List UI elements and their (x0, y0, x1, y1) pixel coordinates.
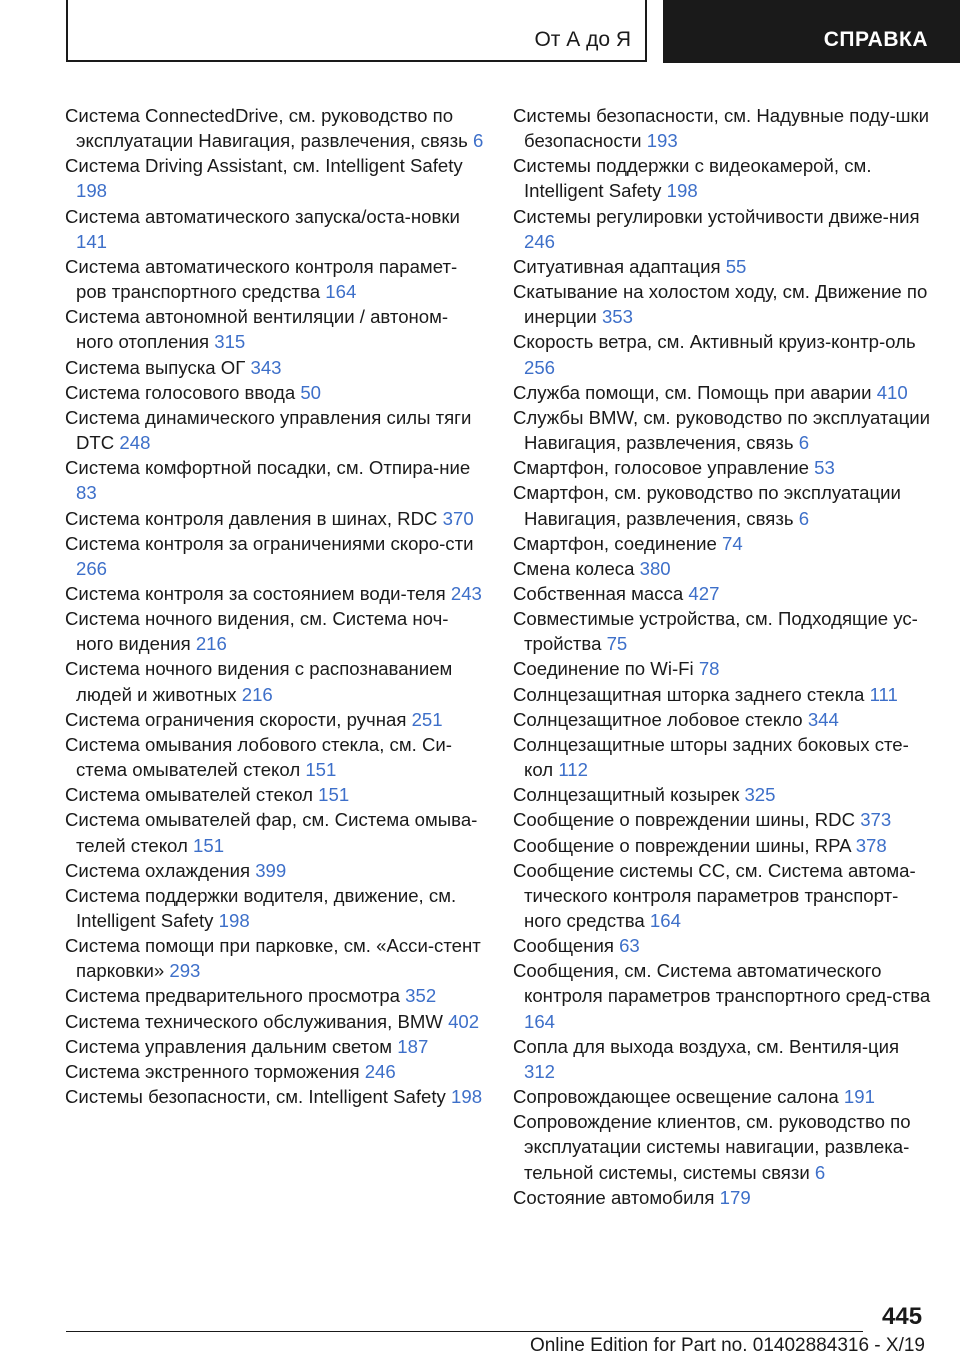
index-entry-text: Сопла для выхода воздуха, см. Вентиля-ция (513, 1035, 900, 1057)
index-entry-page-link[interactable]: 193 (646, 130, 678, 152)
index-entry (65, 707, 485, 732)
index-entry (65, 531, 485, 581)
index-entry (65, 656, 485, 706)
index-entry-page-link[interactable]: 191 (843, 1086, 875, 1108)
index-entry-text: Служба помощи, см. Помощь при аварии (513, 381, 872, 403)
index-entry-page-link[interactable]: 352 (405, 985, 437, 1007)
index-entry-page-link[interactable]: 6 (798, 432, 810, 454)
index-entry (65, 304, 485, 354)
index-entry (65, 732, 485, 782)
index-entry-text: Смена колеса (513, 557, 635, 579)
index-entry-page-link[interactable]: 427 (688, 582, 720, 604)
index-entry-page-link[interactable]: 6 (798, 507, 810, 529)
index-entry-text: Солнцезащитные шторы задних боковых сте-кол (513, 733, 909, 781)
index-entry (65, 103, 485, 153)
index-entry-page-link[interactable]: 63 (619, 935, 640, 957)
footer-divider (66, 1331, 863, 1332)
index-entry-page-link[interactable]: 256 (524, 356, 556, 378)
index-entry (513, 682, 933, 707)
index-entry-page-link[interactable]: 151 (193, 834, 225, 856)
index-entry-text: Сообщение о повреждении шины, RDC (513, 809, 856, 831)
index-entry (513, 833, 933, 858)
index-entry-page-link[interactable]: 75 (606, 633, 628, 655)
index-entry-text: Система Driving Assistant, см. Intelligent Safety (65, 155, 463, 177)
index-entry (65, 1084, 485, 1109)
index-entry-page-link[interactable]: 325 (744, 784, 776, 806)
index-entry-page-link[interactable]: 373 (860, 809, 892, 831)
index-entry (513, 204, 933, 254)
index-entry-text: Сообщение системы CC, см. Система автома-тического контроля параметров транспорт-ного средства (513, 859, 916, 931)
index-entry-page-link[interactable]: 216 (241, 683, 273, 705)
index-entry (65, 581, 485, 606)
index-entry-page-link[interactable]: 243 (450, 582, 482, 604)
index-entry (65, 983, 485, 1008)
index-entry-text: Система контроля за ограничениями скоро-сти (65, 532, 474, 554)
index-entry-page-link[interactable]: 111 (869, 683, 898, 705)
index-entry-page-link[interactable]: 353 (601, 306, 633, 328)
index-entry-text: Сопровождение клиентов, см. руководство по эксплуатации системы навигации, развлека-тельной системы, системы связи (513, 1111, 911, 1183)
index-entry (513, 153, 933, 203)
index-entry-text: Собственная масса (513, 582, 684, 604)
footer-edition-text: Online Edition for Part no. 01402884316 - X/19 (529, 1335, 925, 1356)
index-entry (513, 807, 933, 832)
index-entry (65, 405, 485, 455)
index-entry-page-link[interactable]: 164 (325, 281, 357, 303)
index-entry-text: Солнцезащитная шторка заднего стекла (513, 683, 865, 705)
index-entry-text: Солнцезащитный козырек (513, 784, 740, 806)
section-tab-label: От А до Я (534, 28, 631, 51)
index-entry-page-link[interactable]: 151 (305, 759, 337, 781)
index-entry-text: Система предварительного просмотра (65, 985, 400, 1007)
index-entry-page-link[interactable]: 378 (855, 834, 887, 856)
index-entry-page-link[interactable]: 312 (524, 1060, 556, 1082)
index-entry-page-link[interactable]: 248 (119, 432, 151, 454)
index-entry-page-link[interactable]: 164 (649, 910, 681, 931)
index-entry-text: Система ConnectedDrive, см. руководство по эксплуатации Навигация, развлечения, связь (65, 105, 468, 152)
index-entry-text: Система комфортной посадки, см. Отпира-ние (65, 457, 471, 479)
index-entry (65, 883, 485, 933)
index-entry-text: Ситуативная адаптация (513, 255, 721, 277)
index-entry-text: Сообщения (513, 935, 614, 957)
index-entry (65, 153, 485, 203)
index-entry (65, 933, 485, 983)
index-entry-page-link[interactable]: 6 (473, 130, 484, 152)
index-entry (513, 103, 933, 153)
page-number: 445 (882, 1303, 923, 1330)
index-entry (513, 531, 933, 556)
index-entry-text: Система экстренного торможения (65, 1060, 360, 1082)
index-entry (65, 1059, 485, 1084)
index-entry-page-link[interactable]: 55 (725, 255, 747, 277)
index-column-left (65, 103, 485, 1109)
index-entry (513, 606, 933, 656)
index-entry-page-link[interactable]: 179 (719, 1186, 751, 1208)
index-entry-text: Скатывание на холостом ходу, см. Движение по инерции (513, 281, 928, 328)
index-entry (65, 455, 485, 505)
index-entry (513, 1084, 933, 1109)
index-entry (513, 1185, 933, 1210)
index-entry-page-link[interactable]: 50 (300, 381, 322, 403)
index-entry (65, 254, 485, 304)
index-entry-text: Сообщения, см. Система автоматического контроля параметров транспортного сред-ства (513, 960, 931, 1007)
index-entry-page-link[interactable]: 83 (76, 482, 97, 504)
index-entry (513, 732, 933, 782)
index-entry (513, 455, 933, 480)
index-entry-page-link[interactable]: 78 (698, 658, 720, 680)
index-entry-page-link[interactable]: 151 (318, 784, 350, 806)
index-entry-text: Система охлаждения (65, 859, 251, 881)
index-entry-text: Система контроля за состоянием води-теля (65, 582, 446, 604)
index-entry-text: Скорость ветра, см. Активный круиз-контр-оль (513, 331, 916, 353)
index-entry (513, 782, 933, 807)
index-entry-text: Система ночного видения, см. Система ноч-ного видения (65, 608, 449, 655)
index-entry-page-link[interactable]: 198 (666, 180, 698, 202)
index-entry (513, 656, 933, 681)
index-entry-page-link[interactable]: 370 (442, 507, 474, 529)
index-entry-text: Смартфон, соединение (513, 532, 717, 554)
index-entry-page-link[interactable]: 246 (364, 1060, 396, 1082)
index-entry (65, 606, 485, 656)
index-entry (513, 858, 933, 933)
index-entry-text: Система управления дальним светом (65, 1035, 393, 1057)
index-entry (513, 556, 933, 581)
index-entry-page-link[interactable]: 246 (524, 230, 556, 252)
index-entry (65, 355, 485, 380)
index-entry-page-link[interactable]: 380 (639, 557, 671, 579)
index-entry (65, 380, 485, 405)
index-entry (65, 858, 485, 883)
chapter-tab-label: СПРАВКА (823, 28, 928, 51)
index-entry-page-link[interactable]: 251 (411, 708, 443, 730)
index-entry-page-link[interactable]: 187 (397, 1035, 429, 1057)
index-entry (65, 1009, 485, 1034)
index-entry (65, 1034, 485, 1059)
index-entry-text: Система технического обслуживания, BMW (65, 1010, 443, 1032)
index-entry-text: Система омывания лобового стекла, см. Си-стема омывателей стекол (65, 733, 452, 781)
chapter-tab (663, 0, 960, 63)
index-entry-page-link[interactable]: 74 (722, 532, 743, 554)
index-entry (513, 279, 933, 329)
index-entry (513, 480, 933, 530)
index-entry (513, 1109, 933, 1184)
index-entry-text: Система поддержки водителя, движение, см. Intelligent Safety (65, 884, 457, 931)
index-entry-page-link[interactable]: 198 (218, 910, 250, 931)
index-entry-text: Система омывателей фар, см. Система омыва-телей стекол (65, 809, 478, 856)
index-entry (65, 506, 485, 531)
index-entry (513, 405, 933, 455)
index-entry (65, 782, 485, 807)
index-entry-text: Система автоматического запуска/оста-новки (65, 205, 460, 227)
index-entry-text: Система динамического управления силы тяги DTC (65, 406, 472, 454)
index-entry-text: Система выпуска ОГ (65, 356, 246, 378)
index-entry-page-link[interactable]: 6 (814, 1161, 826, 1183)
index-entry-text: Совместимые устройства, см. Подходящие ус-тройства (513, 608, 918, 655)
index-entry (513, 581, 933, 606)
index-entry (513, 707, 933, 732)
index-entry-text: Система автономной вентиляции / автоном-ного отопления (65, 306, 449, 353)
index-entry-page-link[interactable]: 141 (76, 230, 108, 252)
index-entry (513, 1034, 933, 1084)
index-entry-text: Система ночного видения с распознаванием людей и животных (65, 658, 453, 705)
index-entry-page-link[interactable]: 399 (255, 859, 287, 881)
index-column-right (513, 103, 933, 1210)
index-entry-text: Системы безопасности, см. Надувные поду-шки безопасности (513, 105, 930, 152)
index-entry (513, 329, 933, 379)
index-entry-text: Соединение по Wi-Fi (513, 658, 694, 680)
index-entry-text: Сопровождающее освещение салона (513, 1086, 839, 1108)
index-entry-text: Система помощи при парковке, см. «Асси-стент парковки» (65, 935, 481, 982)
index-entry-page-link[interactable]: 266 (76, 557, 108, 579)
section-tab (66, 0, 647, 62)
index-entry-page-link[interactable]: 53 (814, 457, 835, 479)
index-entry-text: Системы регулировки устойчивости движе-ния (513, 205, 920, 227)
index-entry-text: Система автоматического контроля парамет-ров транспортного средства (65, 255, 458, 303)
index-entry-text: Сообщение о повреждении шины, RPA (513, 834, 851, 856)
page-header (66, 0, 960, 63)
index-entry-text: Солнцезащитное лобовое стекло (513, 708, 803, 730)
index-entry-text: Смартфон, голосовое управление (513, 457, 809, 479)
index-entry-text: Смартфон, см. руководство по эксплуатации Навигация, развлечения, связь (513, 482, 901, 529)
index-entry (65, 807, 485, 857)
index-entry (65, 204, 485, 254)
index-entry-page-link[interactable]: 164 (524, 1010, 556, 1032)
index-entry-text: Системы поддержки с видеокамерой, см. Intelligent Safety (513, 155, 872, 202)
index-entry (513, 380, 933, 405)
index-entry-text: Система ограничения скорости, ручная (65, 708, 407, 730)
index-entry (513, 254, 933, 279)
index-entry (513, 933, 933, 958)
index-entry-page-link[interactable]: 315 (214, 331, 246, 353)
index-entry-text: Система голосового ввода (65, 381, 296, 403)
index-entry-page-link[interactable]: 216 (195, 633, 227, 655)
index-entry-text: Состояние автомобиля (513, 1186, 715, 1208)
index-entry-text: Система контроля давления в шинах, RDC (65, 507, 438, 529)
index-entry-page-link[interactable]: 344 (807, 708, 839, 730)
index-entry-page-link[interactable]: 410 (876, 381, 908, 403)
index-entry-text: Системы безопасности, см. Intelligent Safety (65, 1086, 446, 1108)
index-entry-text: Система омывателей стекол (65, 784, 313, 806)
index-entry-page-link[interactable]: 198 (451, 1086, 483, 1108)
index-entry-page-link[interactable]: 343 (250, 356, 282, 378)
index-entry-text: Службы BMW, см. руководство по эксплуатации Навигация, развлечения, связь (513, 406, 931, 454)
index-entry (513, 958, 933, 1033)
index-entry-page-link[interactable]: 198 (76, 180, 108, 202)
index-entry-page-link[interactable]: 402 (448, 1010, 480, 1032)
index-entry-page-link[interactable]: 293 (169, 960, 201, 982)
index-entry-page-link[interactable]: 112 (558, 759, 588, 781)
